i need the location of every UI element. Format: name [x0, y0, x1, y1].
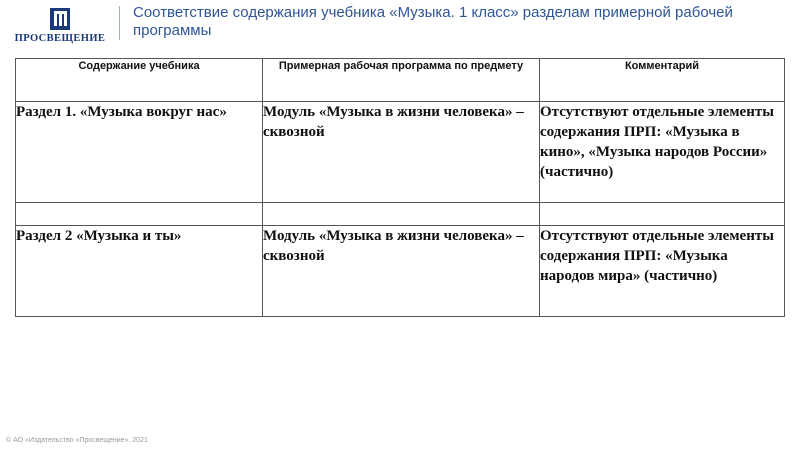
table-cell [16, 203, 263, 226]
table-cell: Отсутствуют отдельные элементы содержания ПРП: «Музыка в кино», «Музыка народов России» (частично) [540, 102, 785, 203]
publisher-book-icon [50, 8, 70, 30]
table-cell [540, 203, 785, 226]
header-sample-program: Примерная рабочая программа по предмету [263, 59, 540, 102]
publisher-logo [14, 8, 106, 46]
correspondence-table [15, 58, 785, 317]
page-title: Соответствие содержания учебника «Музыка. 1 класс» разделам примерной рабочей программы [133, 4, 733, 39]
table-row [16, 226, 785, 317]
table-cell [263, 203, 540, 226]
header-textbook-content: Содержание учебника [16, 59, 263, 102]
table-header-row [16, 59, 785, 102]
table-cell: Раздел 1. «Музыка вокруг нас» [16, 102, 263, 203]
table-cell: Отсутствуют отдельные элементы содержания ПРП: «Музыка народов мира» (частично) [540, 226, 785, 317]
header-comment: Комментарий [540, 59, 785, 102]
table-cell: Модуль «Музыка в жизни человека» – сквозной [263, 102, 540, 203]
table-cell: Раздел 2 «Музыка и ты» [16, 226, 263, 317]
table-row [16, 102, 785, 203]
logo-text: ПРОСВЕЩЕНИЕ [14, 33, 106, 44]
copyright-footer: © АО «Издательство «Просвещение», 2021 [6, 437, 148, 444]
header-divider [119, 6, 120, 40]
table-row [16, 203, 785, 226]
table-cell: Модуль «Музыка в жизни человека» – сквозной [263, 226, 540, 317]
